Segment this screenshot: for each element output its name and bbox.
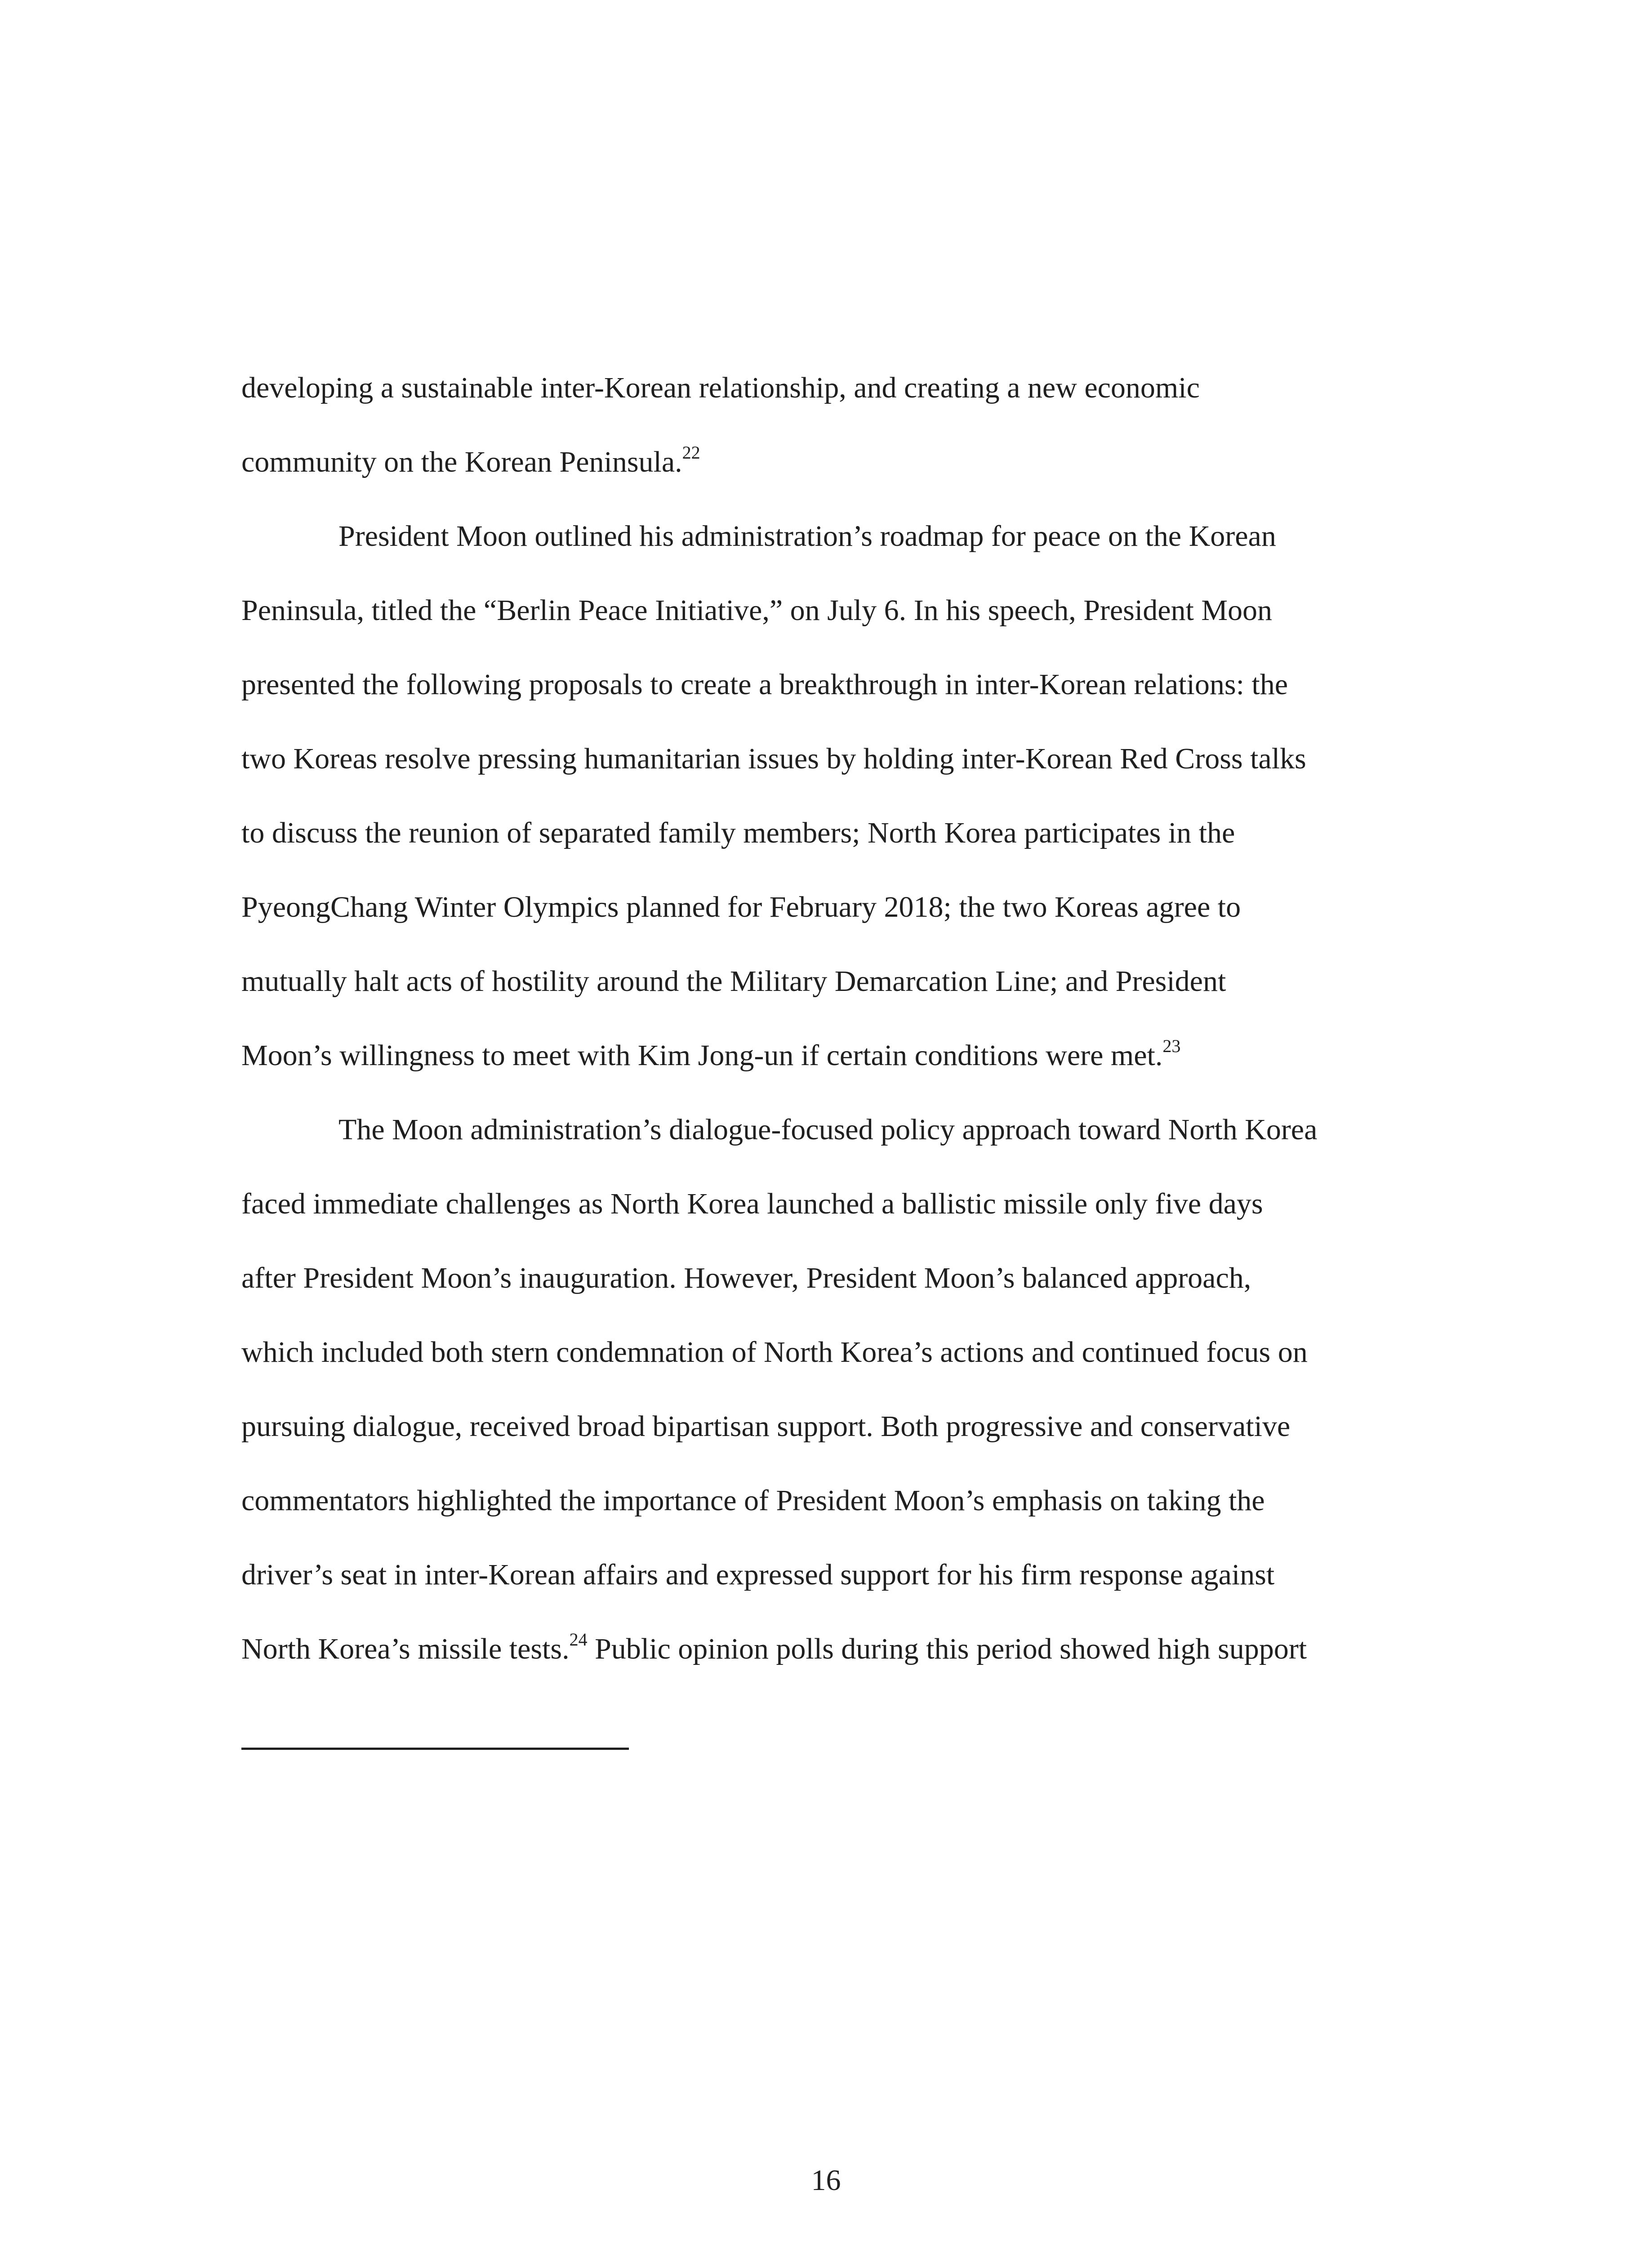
text-line-content: North Korea’s missile tests.: [241, 1632, 570, 1665]
text-line-content: The Moon administration’s dialogue-focused policy approach toward North Korea: [338, 1113, 1318, 1146]
footnote-ref-23[interactable]: 23: [1162, 1036, 1181, 1056]
text-line: [241, 1612, 1401, 1686]
text-line-content: pursuing dialogue, received broad bipartisan support. Both progressive and conservative: [241, 1410, 1291, 1443]
text-line-content: Moon’s willingness to meet with Kim Jong-un if certain conditions were met.: [241, 1039, 1163, 1072]
text-line-content: after President Moon’s inauguration. However, President Moon’s balanced approach,: [241, 1262, 1251, 1294]
text-line: [241, 1389, 1401, 1463]
text-line-content: commentators highlighted the importance of President Moon’s emphasis on taking the: [241, 1484, 1265, 1517]
text-line-content: developing a sustainable inter-Korean relationship, and creating a new economic: [241, 371, 1200, 404]
text-line: [241, 722, 1401, 796]
text-line: [241, 796, 1401, 870]
text-line-content: to discuss the reunion of separated family members; North Korea participates in the: [241, 816, 1235, 849]
text-line-content: two Koreas resolve pressing humanitarian issues by holding inter-Korean Red Cross talks: [241, 742, 1306, 775]
text-line: [241, 647, 1401, 722]
text-line: [241, 1241, 1401, 1315]
text-line-content: Peninsula, titled the “Berlin Peace Initiative,” on July 6. In his speech, President Moon: [241, 594, 1273, 627]
text-line: [241, 1315, 1401, 1389]
body-text: [241, 351, 1401, 1686]
footnote-ref-24[interactable]: 24: [569, 1629, 588, 1650]
paragraph-start-line: [241, 499, 1401, 573]
text-line: [241, 1538, 1401, 1612]
paragraph-start-line: [241, 1093, 1401, 1167]
text-line: [241, 870, 1401, 944]
text-line-content: which included both stern condemnation of North Korea’s actions and continued focus on: [241, 1336, 1308, 1369]
text-line: [241, 1463, 1401, 1538]
footnote-separator: [241, 1748, 629, 1750]
text-line: [241, 573, 1401, 647]
text-line: [241, 351, 1401, 425]
text-line-content: President Moon outlined his administration’s roadmap for peace on the Korean: [338, 520, 1276, 553]
text-line-content: mutually halt acts of hostility around the Military Demarcation Line; and President: [241, 965, 1226, 998]
text-line: [241, 1018, 1401, 1093]
text-line: [241, 1167, 1401, 1241]
text-line: [241, 944, 1401, 1018]
text-line-content: PyeongChang Winter Olympics planned for February 2018; the two Koreas agree to: [241, 891, 1241, 923]
text-line-content: faced immediate challenges as North Korea launched a ballistic missile only five days: [241, 1187, 1263, 1220]
text-line-content: Public opinion polls during this period showed high support: [587, 1632, 1307, 1665]
text-line-content: driver’s seat in inter-Korean affairs and expressed support for his firm response against: [241, 1558, 1275, 1591]
page-number: 16: [811, 2164, 841, 2197]
text-line-content: presented the following proposals to create a breakthrough in inter-Korean relations: the: [241, 668, 1288, 701]
text-line-content: community on the Korean Peninsula.: [241, 446, 682, 478]
footnote-ref-22[interactable]: 22: [682, 442, 700, 463]
text-line: [241, 425, 1401, 499]
